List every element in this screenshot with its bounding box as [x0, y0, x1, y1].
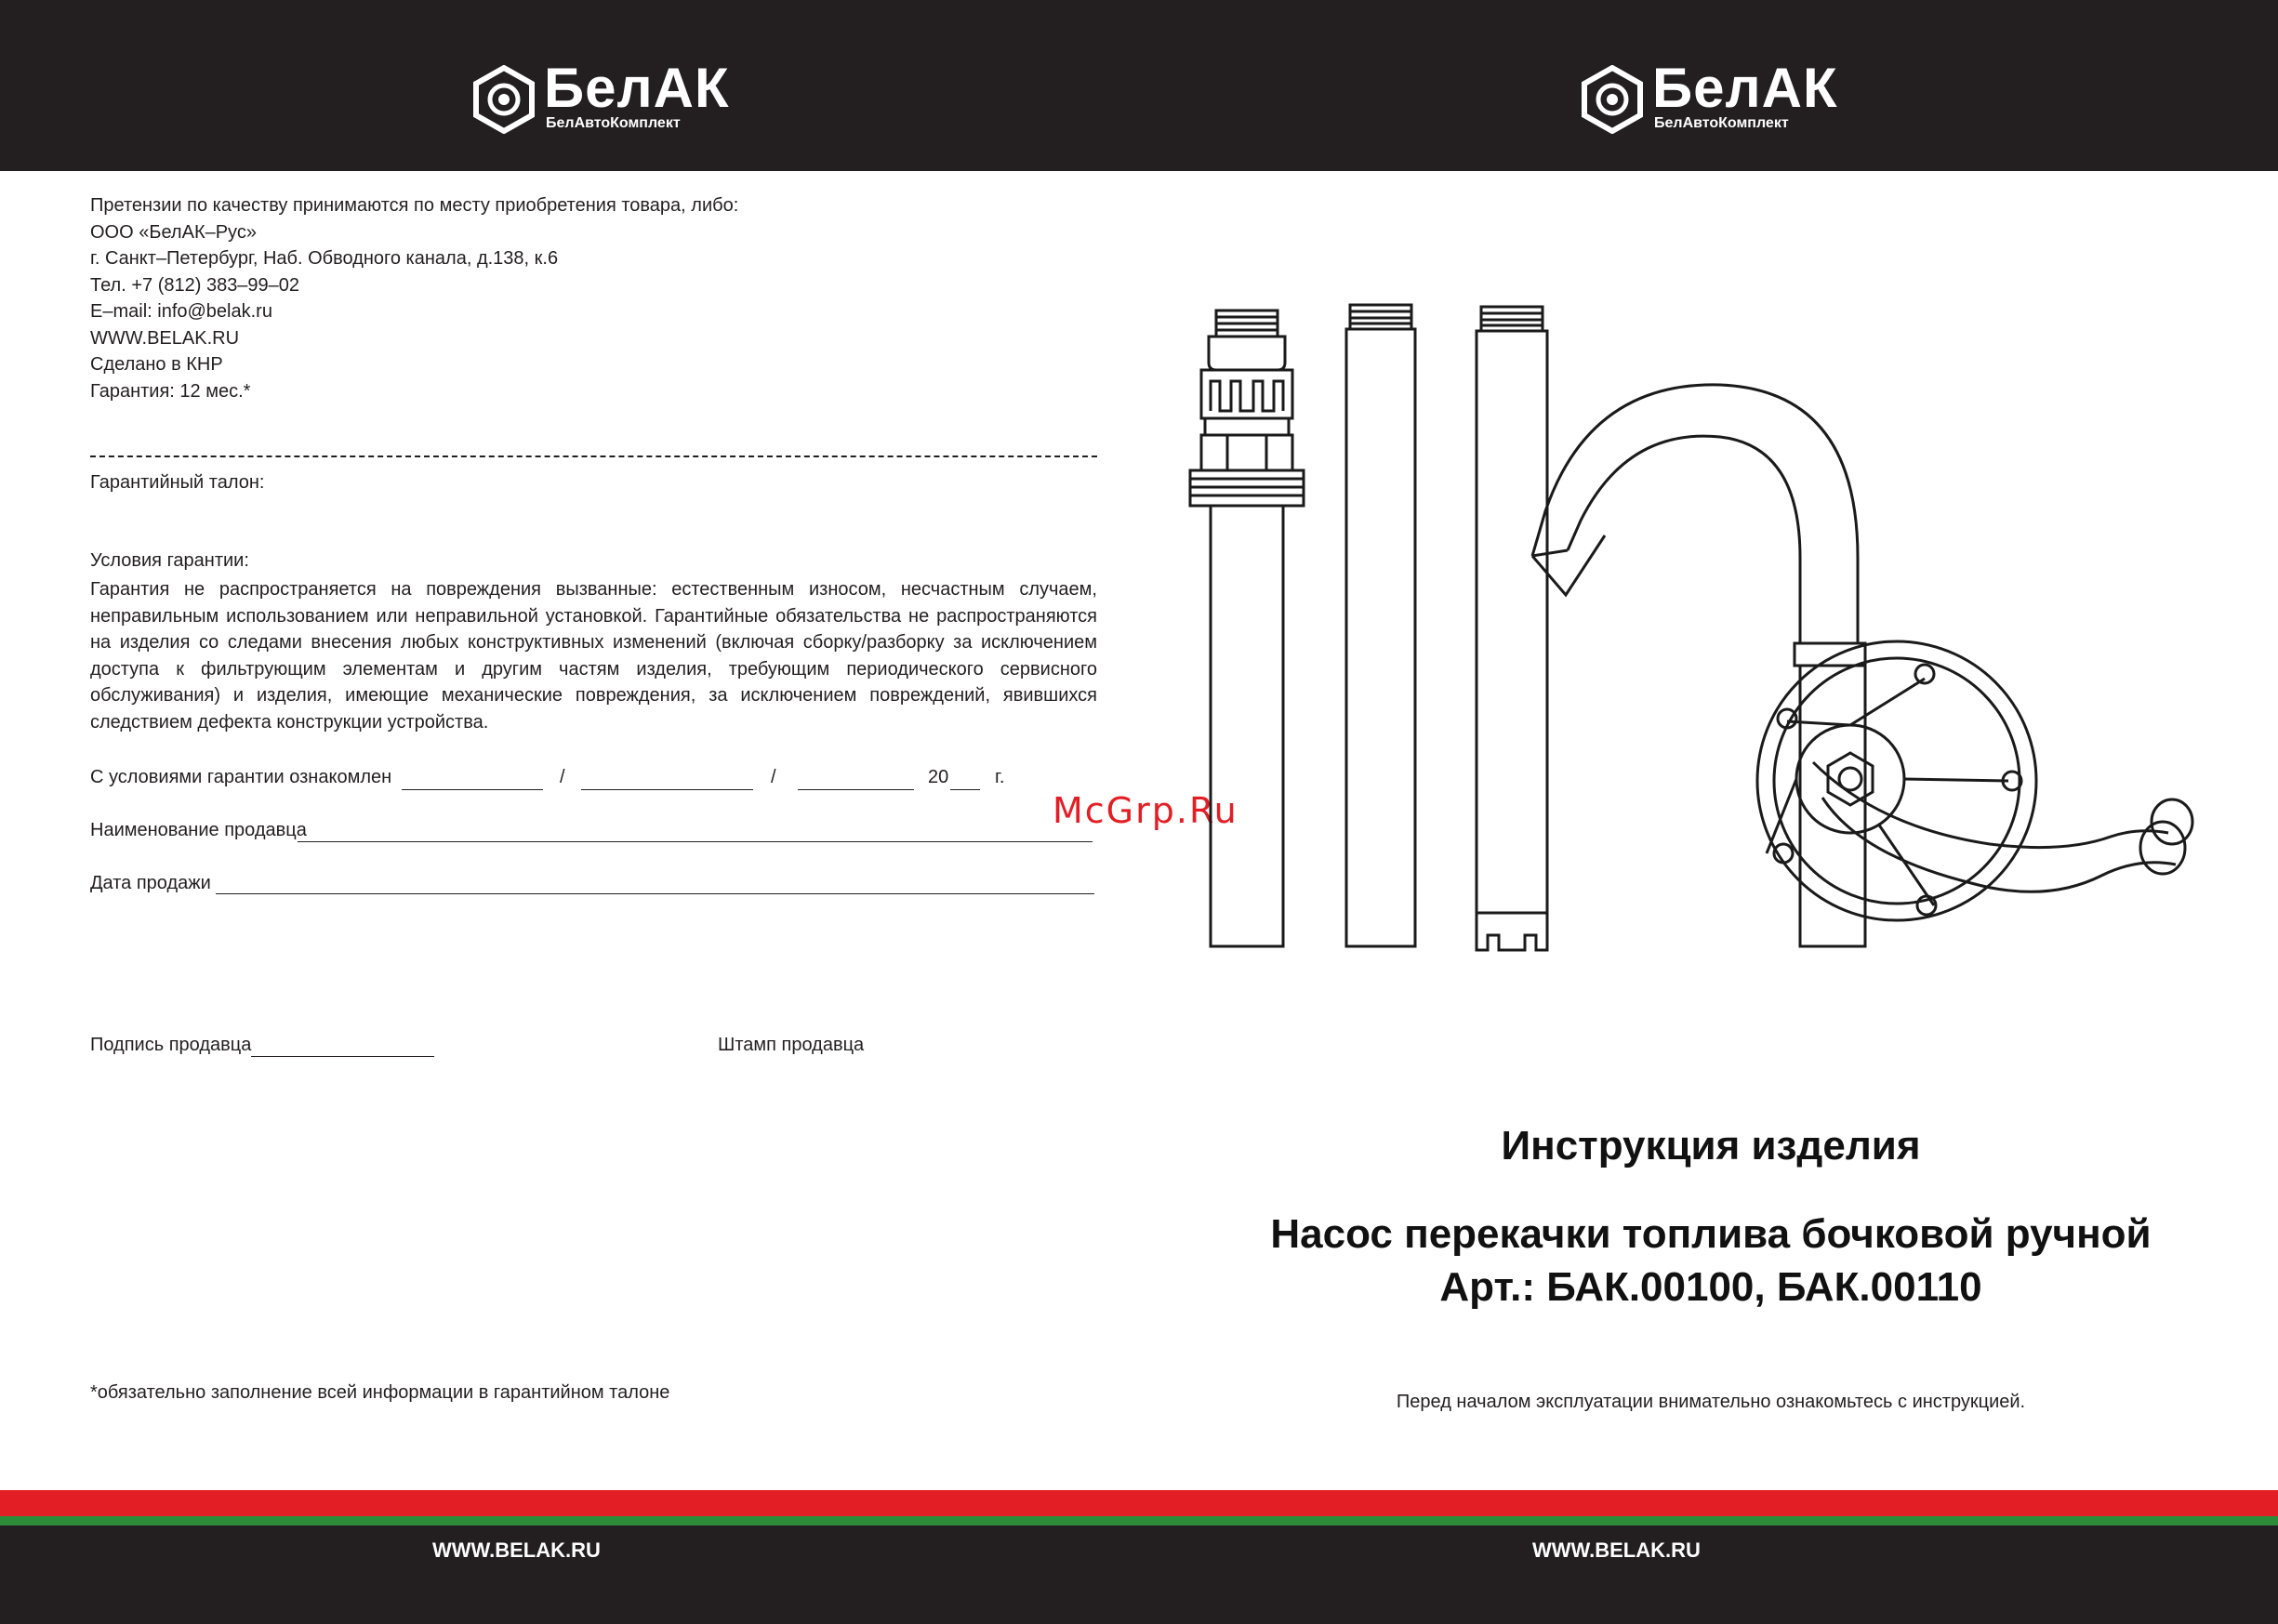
- contacts-block: [90, 192, 738, 404]
- red-stripe: [0, 1490, 2278, 1516]
- contact-line: Тел. +7 (812) 383–99–02: [90, 274, 300, 296]
- header-bar: [0, 0, 2278, 171]
- contact-website: WWW.BELAK.RU: [90, 327, 240, 349]
- pump-body: [1757, 641, 2036, 946]
- footnote: *обязательно заполнение всей информации в гарантийном талоне: [90, 1382, 670, 1403]
- conditions-text: Гарантия не распространяется на повреждения вызванные: естественным износом, несчастным случаем, неправильным использованием или неправильной установкой. Гарантийные обязательства не распространяются на изделия со следами внесения любых конструктивных изменений (включая сборку/разборку за исключением доступа к фильтрующим элементам и другим частям изделия, требующим периодического сервисного обслуживания) и изделия, имеющие механические повреждения, за исключением повреждений, явившихся следствием дефекта конструкции устройства.: [90, 579, 1097, 733]
- year-suffix: г.: [995, 767, 1005, 787]
- contact-line: Претензии по качеству принимаются по месту приобретения товара, либо:: [90, 195, 739, 216]
- contact-line: Сделано в КНР: [90, 354, 223, 375]
- sale-date-field[interactable]: [216, 893, 1094, 894]
- pump-illustration: [1172, 288, 2213, 967]
- contact-line: Гарантия: 12 мес.*: [90, 380, 251, 402]
- contact-line: г. Санкт–Петербург, Наб. Обводного канала, д.138, к.6: [90, 248, 559, 269]
- extension-tube: [1346, 305, 1415, 946]
- suction-tube-with-fitting: [1190, 310, 1304, 946]
- separator-slash: /: [560, 767, 565, 787]
- brand-name: БелАК: [544, 57, 730, 119]
- ack-date-field[interactable]: [798, 789, 914, 790]
- signature-field[interactable]: [251, 1056, 434, 1057]
- ack-signature-field[interactable]: [402, 789, 543, 790]
- product-name: Насос перекачки топлива бочковой ручной: [1270, 1211, 2152, 1257]
- contact-line: ООО «БелАК–Рус»: [90, 221, 257, 243]
- nut-icon: [1578, 65, 1647, 134]
- instruction-notice: Перед началом эксплуатации внимательно ознакомьтесь с инструкцией.: [1396, 1392, 2026, 1412]
- brand-name: БелАК: [1652, 57, 1838, 119]
- brand-subtitle: БелАвтоКомплект: [546, 115, 681, 131]
- brand-subtitle: БелАвтоКомплект: [1654, 115, 1789, 131]
- year-prefix: 20: [928, 767, 949, 787]
- lower-tube: [1477, 307, 1547, 950]
- seller-name-label: Наименование продавца: [90, 820, 307, 840]
- cut-line: [90, 456, 1097, 457]
- ack-year-field[interactable]: [950, 789, 980, 790]
- pump-spout: [1532, 385, 1865, 666]
- footer-url-left[interactable]: WWW.BELAK.RU: [432, 1538, 601, 1562]
- warranty-coupon-label: Гарантийный талон:: [90, 472, 265, 493]
- stamp-label: Штамп продавца: [718, 1035, 865, 1055]
- signature-label: Подпись продавца: [90, 1035, 252, 1055]
- sale-date-label: Дата продажи: [90, 873, 211, 893]
- footer-bar: [0, 1525, 2278, 1624]
- watermark: McGrp.Ru: [1053, 790, 1238, 831]
- product-articles: Арт.: БАК.00100, БАК.00110: [1439, 1264, 1982, 1310]
- instruction-title: Инструкция изделия: [1501, 1123, 1921, 1168]
- green-stripe: [0, 1516, 2278, 1525]
- seller-name-field[interactable]: [298, 841, 1093, 842]
- nut-icon: [470, 65, 538, 134]
- conditions-title: Условия гарантии:: [90, 550, 249, 571]
- footer-url-right[interactable]: WWW.BELAK.RU: [1532, 1538, 1701, 1562]
- ack-name-field[interactable]: [581, 789, 753, 790]
- separator-slash: /: [771, 767, 776, 787]
- contact-email: E–mail: info@belak.ru: [90, 301, 272, 322]
- acknowledged-label: С условиями гарантии ознакомлен: [90, 767, 392, 787]
